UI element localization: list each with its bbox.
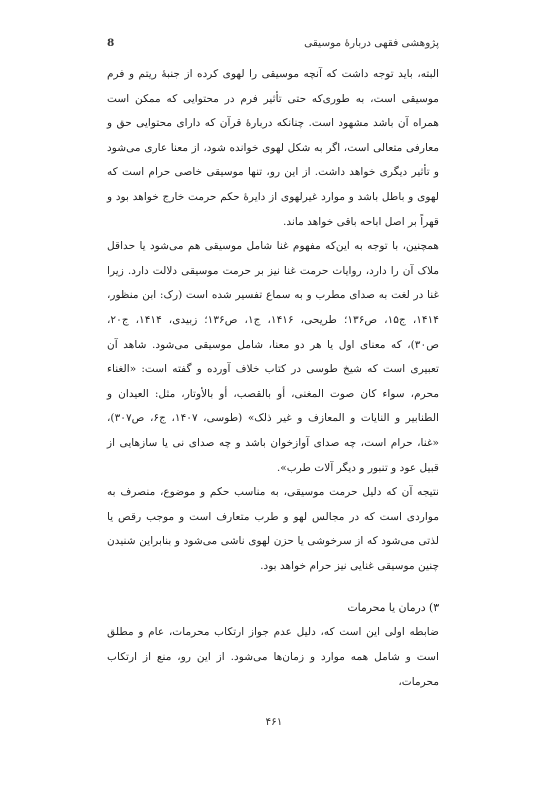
section-spacer — [107, 578, 439, 596]
section-heading: ۳) درمان یا محرمات — [347, 601, 439, 615]
running-title: پژوهشی فقهی دربارهٔ موسیقی — [304, 37, 439, 49]
page-number: ۴۶۱ — [265, 716, 283, 728]
paragraph-conclusion: نتیجه آن که دلیل حرمت موسیقی، به مناسب حکم و موضوع، منصرف به مواردی است که در مجالس لهو و طرب متعارف است و موجب رقص یا لذتی می‌شود که از سرخوشی یا حزن لهوی ناشی می‌شود و بنابراین شنیدن چنین موسیقی غنایی نیز حرام خواهد بود. — [107, 486, 439, 572]
running-header — [107, 36, 439, 50]
header-page-marker: 8 — [107, 37, 115, 49]
paragraph-ghina-definition: همچنین، با توجه به این‌که مفهوم غنا شامل موسیقی هم می‌شود یا حداقل ملاک آن را دارد، روایات حرمت غنا نیز بر حرمت موسیقی دلالت دارد. زیرا غنا در لغت به صدای مطرب و به سماع تفسیر شده است (رک: ابن منظور، ۱۴۱۴، ج۱۵، ص۱۳۶؛ طریحی، ۱۴۱۶، ج۱، ص۱۳۶؛ زبیدی، ۱۴۱۴، ج۲۰، ص۳۰)، که معنای اول یا هر دو معنا، شامل موسیقی می‌شود. شاهد آن تعبیری است که شیخ طوسی در کتاب خلاف آورده و گفته است: «الغناء محرم، سواء کان صوت المغنی، أو بالقصب، أو بالأوتار، مثل: العیدان و الطنابیر و النایات و المعازف و غیر ذلک» (طوسی، ۱۴۰۷، ج۶، ص۳۰۷)، «غنا، حرام است، چه صدای آوازخوان باشد و چه صدای نی یا سازهایی از قبیل عود و تنبور و دیگر آلات طرب». — [107, 240, 440, 474]
body-text — [107, 62, 439, 694]
paragraph-lahw-music: البته، باید توجه داشت که آنچه موسیقی را لهوی کرده از جنبهٔ ریتم و فرم موسیقی است، به طوری‌که حتی تأثیر فرم در محتوایی که ممکن است همراه آن باشد مشهود است. چنانکه دربارهٔ قرآن که دارای محتوایی حق و معارفی متعالی است، اگر به شکل لهوی خوانده شود، از معنا عاری می‌شود و تأثیر دیگری خواهد داشت. از این رو، تنها موسیقی خاصی حرام است که لهوی و باطل باشد و موارد غیرلهوی از دایرهٔ حکم حرمت خارج خواهد بود و قهراً بر اصل اباحه باقی خواهد ماند. — [107, 68, 439, 228]
paragraph-section-intro: ضابطه اولی این است که، دلیل عدم جواز ارتکاب محرمات، عام و مطلق است و شامل همه موارد و زمان‌ها می‌شود. از این رو، منع از ارتکاب محرمات، — [107, 626, 439, 688]
